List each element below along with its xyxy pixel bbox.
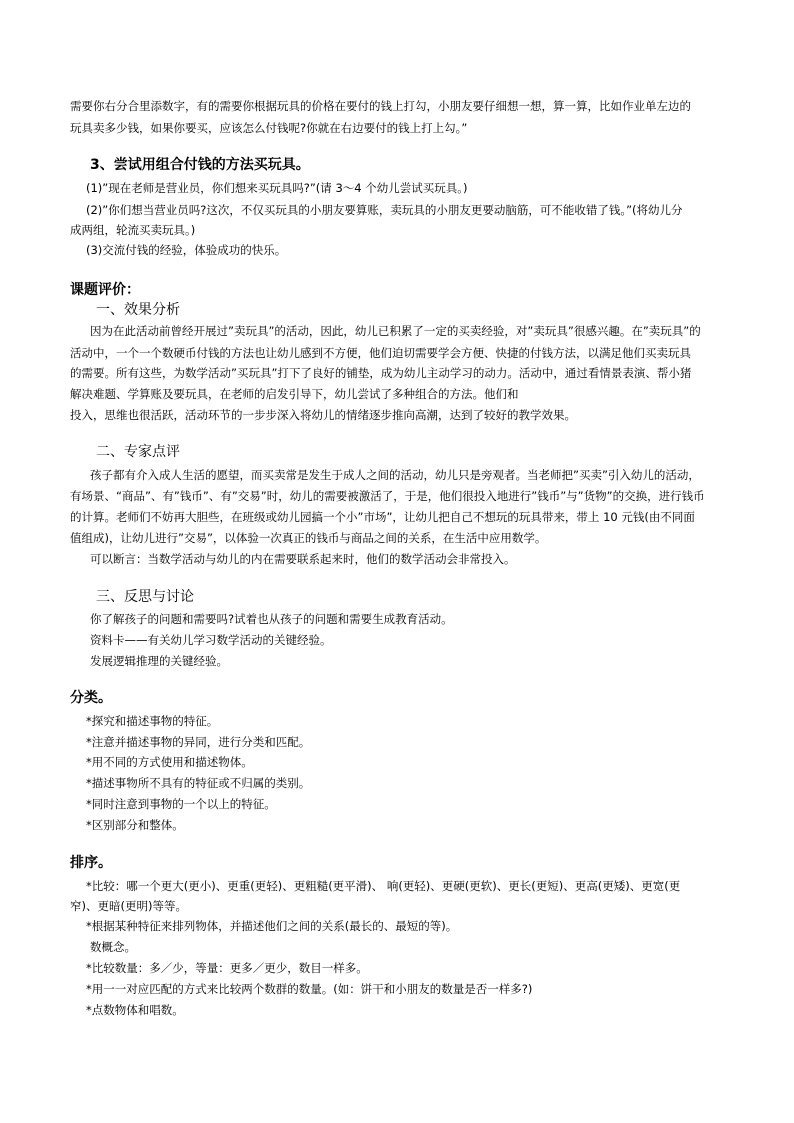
para-line: 可以断言：当数学活动与幼儿的内在需要联系起来时，他们的数学活动会非常投入。 [90, 552, 516, 566]
list-item: 数概念。 [90, 940, 136, 954]
list-item: *根据某种特征来排列物体，并描述他们之间的关系(最长的、最短的等)。 [86, 919, 458, 933]
list-item: *用不同的方式使用和描述物体。 [86, 755, 253, 769]
list-item: *用一一对应匹配的方式来比较两个数群的数量。(如：饼干和小朋友的数量是否一样多?) [86, 982, 533, 996]
para-line: 发展逻辑推理的关键经验。 [90, 654, 228, 668]
list-item: *区别部分和整体。 [86, 818, 184, 832]
para-line: 的需要。所有这些，为数学活动”买玩具”打下了良好的铺垫，成为幼儿主动学习的动力。活动中，通过看情景表演、帮小猪 [70, 366, 692, 380]
para-line: 需要你右分合里添数字，有的需要你根据玩具的价格在要付的钱上打勾，小朋友要仔细想一想，算一算，比如作业单左边的 [70, 99, 691, 113]
list-item: 窄)、更暗(更明)等等。 [70, 899, 187, 913]
list-item: *描述事物所不具有的特征或不归属的类别。 [86, 776, 311, 790]
section-heading: 分类。 [70, 690, 112, 706]
subsection-heading: 一、效果分析 [96, 302, 180, 318]
subsection-heading: 三、反思与讨论 [96, 589, 194, 605]
para-line: 玩具卖多少钱，如果你要买，应该怎么付钱呢?你就在右边要付的钱上打上勾。” [70, 121, 468, 135]
list-item: *比较数量：多／少，等量：更多／更少，数目一样多。 [86, 961, 368, 975]
para-line: 投入，思维也很活跃，活动环节的一步步深入将幼儿的情绪逐步推向高潮，达到了较好的教学效果。 [70, 408, 576, 422]
para-line: 你了解孩子的问题和需要吗?试着也从孩子的问题和需要生成教育活动。 [90, 612, 453, 626]
para-line: 因为在此活动前曾经开展过”卖玩具”的活动，因此，幼儿已积累了一定的买卖经验，对”卖玩具”很感兴趣。在”卖玩具”的 [90, 324, 701, 338]
para-line: (3)交流付钱的经验，体验成功的快乐。 [86, 243, 287, 257]
para-line: (2)”你们想当营业员吗?这次，不仅买玩具的小朋友要算账，卖玩具的小朋友更要动脑筋，可不能收错了钱。”(将幼儿分 [86, 203, 683, 217]
para-line: 资料卡——有关幼儿学习数学活动的关键经验。 [90, 633, 332, 647]
list-item: *探究和描述事物的特征。 [86, 714, 219, 728]
list-item: *同时注意到事物的一个以上的特征。 [86, 797, 276, 811]
para-line: 孩子都有介入成人生活的愿望，而买卖常是发生于成人之间的活动，幼儿只是旁观者。当老师把”买卖”引入幼儿的活动， [90, 468, 700, 482]
section-heading: 3、尝试用组合付钱的方法买玩具。 [90, 157, 310, 173]
para-line: (1)”现在老师是营业员，你们想来买玩具吗?”(请 3～4 个幼儿尝试买玩具。) [86, 181, 468, 195]
section-heading: 排序。 [70, 855, 112, 871]
section-heading: 课题评价： [70, 282, 140, 298]
para-line: 值组成)，让幼儿进行”交易”，以体验一次真正的钱币与商品之间的关系，在生活中应用数学。 [70, 531, 547, 545]
para-line: 成两组，轮流买卖玩具。) [70, 223, 196, 237]
list-item: *比较：哪一个更大(更小)、更重(更轻)、更粗糙(更平滑)、 响(更轻)、更硬(更软)、更长(更短)、更高(更矮)、更宽(更 [86, 879, 681, 893]
para-line: 解决难题、学算账及要玩具，在老师的启发引导下，幼儿尝试了多种组合的方法。他们和 [70, 387, 519, 401]
para-line: 活动中，一个一个数硬币付钱的方法也让幼儿感到不方便，他们迫切需要学会方便、快捷的付钱方法，以满足他们买卖玩具 [70, 346, 691, 360]
list-item: *点数物体和唱数。 [86, 1003, 184, 1017]
subsection-heading: 二、专家点评 [96, 444, 180, 460]
list-item: *注意并描述事物的异同，进行分类和匹配。 [86, 735, 311, 749]
para-line: 有场景、“商品”、有”钱币”、有”交易”时，幼儿的需要被激活了，于是，他们很投入地进行”钱币”与”货物”的交换，进行钱币 [70, 489, 705, 503]
para-line: 的计算。老师们不妨再大胆些，在班级或幼儿园搞一个小”市场”，让幼儿把自己不想玩的玩具带来，带上 10 元钱(由不同面 [70, 510, 695, 524]
